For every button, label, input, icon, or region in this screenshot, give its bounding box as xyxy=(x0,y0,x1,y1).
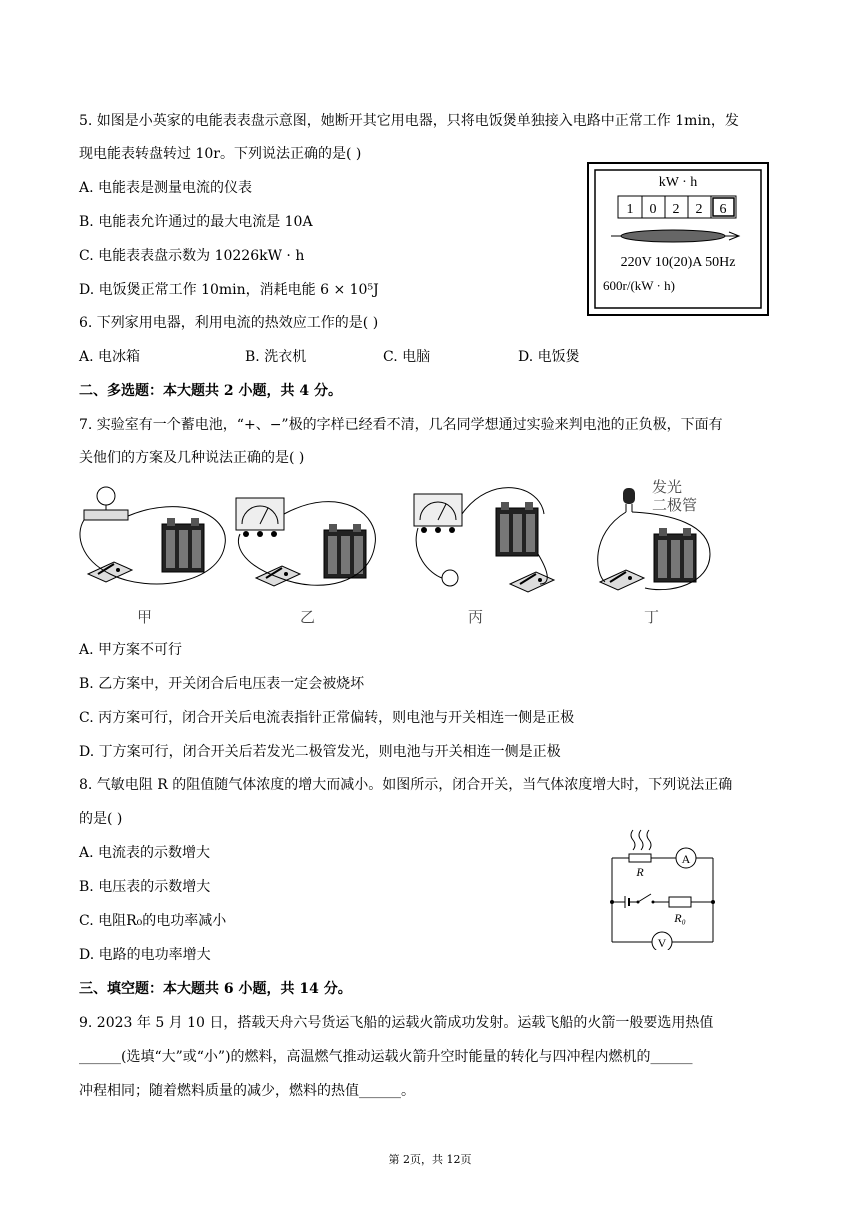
page-footer: 第 2页，共 12页 xyxy=(388,1153,472,1166)
q7-circuits-figure xyxy=(70,474,740,634)
meter-spec: 220V 10(20)A 50Hz xyxy=(620,255,736,270)
circuit-yi xyxy=(236,498,375,586)
q7-option-d: D. 丁方案可行，闭合开关后若发光二极管发光，则电池与开关相连一侧是正极 xyxy=(79,744,561,760)
q6-option-d: D. 电饭煲 xyxy=(518,349,580,365)
caption-yi: 乙 xyxy=(300,608,316,626)
label-r: R xyxy=(636,865,644,879)
led-label-line1: 发光 xyxy=(652,478,683,496)
q8-circuit-figure xyxy=(605,826,720,950)
q8-option-c: C. 电阻R₀的电功率减小 xyxy=(79,913,227,929)
q6-option-b: B. 洗衣机 xyxy=(245,349,307,365)
q8-option-b: B. 电压表的示数增大 xyxy=(79,879,211,895)
q8-stem-line1: 8. 气敏电阻 R 的阻值随气体浓度的增大而减小。如图所示，闭合开关，当气体浓度增大时，下列说法正确 xyxy=(79,777,733,793)
q5-option-b: B. 电能表允许通过的最大电流是 10A xyxy=(79,214,313,230)
energy-meter-figure xyxy=(587,162,769,316)
caption-ding: 丁 xyxy=(644,608,660,626)
led-label-line2: 二极管 xyxy=(652,496,698,514)
circuit-jia xyxy=(80,487,225,584)
caption-jia: 甲 xyxy=(137,608,153,626)
q6-option-c: C. 电脑 xyxy=(383,349,431,365)
q8-option-d: D. 电路的电功率增大 xyxy=(79,947,211,963)
meter-unit: kW · h xyxy=(658,175,698,190)
caption-bing: 丙 xyxy=(468,608,484,626)
section-fill-in: 三、填空题：本大题共 6 小题，共 14 分。 xyxy=(79,981,352,997)
circuit-ding xyxy=(598,478,710,590)
meter-digit-5: 6 xyxy=(719,202,727,217)
section-multiple-choice: 二、多选题：本大题共 2 小题，共 4 分。 xyxy=(79,383,342,399)
q5-stem-line2: 现电能表转盘转过 10r。下列说法正确的是( ) xyxy=(79,146,362,162)
q9-line3: 冲程相同；随着燃料质量的减少，燃料的热值______。 xyxy=(79,1083,415,1099)
q5-option-a: A. 电能表是测量电流的仪表 xyxy=(79,180,253,196)
q7-stem-line1: 7. 实验室有一个蓄电池，“+、−”极的字样已经看不清，几名同学想通过实验来判电池的正负极，下面有 xyxy=(79,417,723,433)
ammeter-label: A xyxy=(681,852,691,866)
voltmeter-label: V xyxy=(657,936,667,950)
meter-digit-2: 0 xyxy=(649,202,657,217)
q7-option-a: A. 甲方案不可行 xyxy=(79,642,183,658)
q5-option-d: D. 电饭煲正常工作 10min，消耗电能 6 × 10⁵J xyxy=(79,282,379,298)
q7-option-c: C. 丙方案可行，闭合开关后电流表指针正常偏转，则电池与开关相连一侧是正极 xyxy=(79,710,575,726)
q7-stem-line2: 关他们的方案及几种说法正确的是( ) xyxy=(79,450,305,466)
q5-option-c: C. 电能表表盘示数为 10226kW · h xyxy=(79,248,305,264)
q7-option-b: B. 乙方案中，开关闭合后电压表一定会被烧坏 xyxy=(79,676,365,692)
q8-option-a: A. 电流表的示数增大 xyxy=(79,845,211,861)
label-r0: R₀ xyxy=(674,911,686,925)
q9-line1: 9. 2023 年 5 月 10 日，搭载天舟六号货运飞船的运载火箭成功发射。运载飞船的火箭一般要选用热值 xyxy=(79,1015,714,1031)
q9-line2: ______(选填“大”或“小”)的燃料，高温燃气推动运载火箭升空时能量的转化与四冲程内燃机的______ xyxy=(79,1049,693,1065)
q6-option-a: A. 电冰箱 xyxy=(79,349,141,365)
q8-stem-line2: 的是( ) xyxy=(79,811,123,827)
q5-stem-line1: 5. 如图是小英家的电能表表盘示意图，她断开其它用电器，只将电饭煲单独接入电路中正常工作 1min，发 xyxy=(79,113,739,129)
meter-digit-4: 2 xyxy=(695,202,703,217)
circuit-bing xyxy=(414,488,554,592)
meter-rev: 600r/(kW · h) xyxy=(603,278,675,293)
meter-digit-1: 1 xyxy=(626,202,634,217)
q6-stem: 6. 下列家用电器，利用电流的热效应工作的是( ) xyxy=(79,315,379,331)
meter-digit-3: 2 xyxy=(672,202,680,217)
